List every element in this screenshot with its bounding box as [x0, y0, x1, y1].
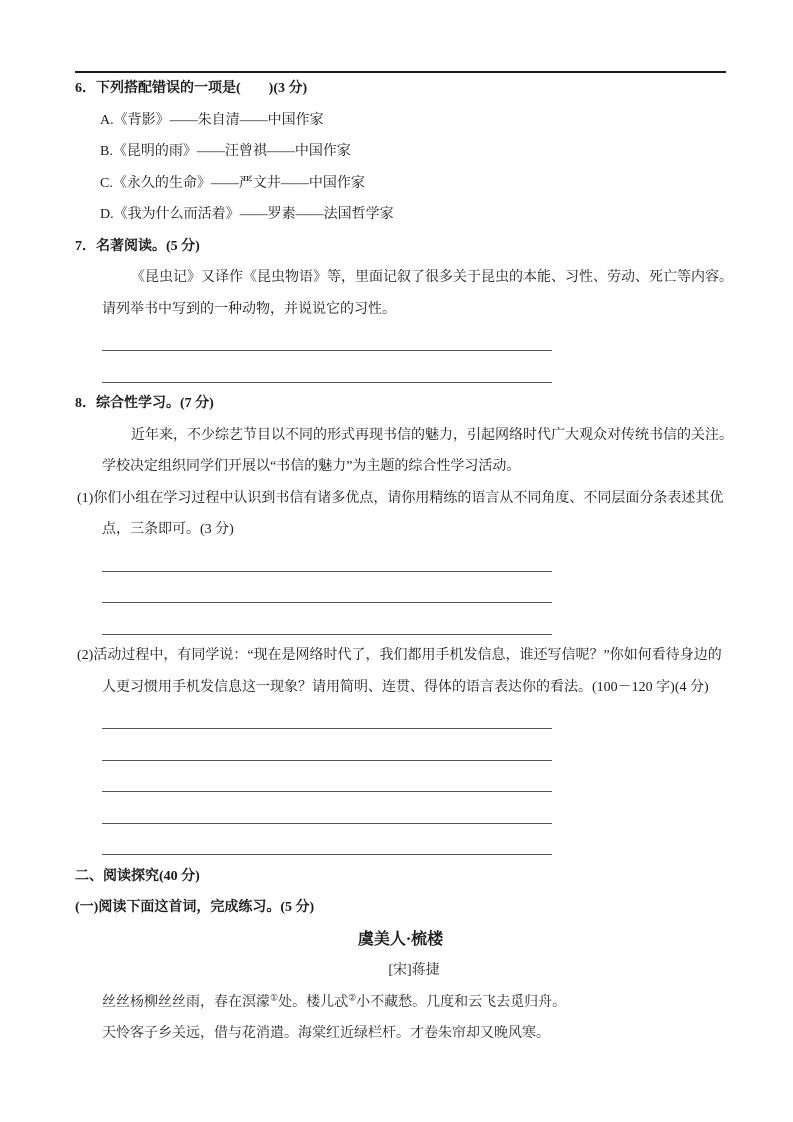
question-7-heading: 7．名著阅读。(5 分) — [75, 238, 200, 254]
question-8-intro-line-2: 学校决定组织同学们开展以“书信的魅力”为主题的综合性学习活动。 — [102, 459, 521, 474]
answer-underline — [102, 350, 552, 351]
section-2-part-1-heading: (一)阅读下面这首词，完成练习。(5 分) — [75, 900, 315, 915]
answer-underline — [102, 791, 552, 792]
question-6-option-d: D.《我为什么而活着》——罗素——法国哲学家 — [100, 207, 394, 222]
question-8-heading: 8．综合性学习。(7 分) — [75, 396, 214, 411]
answer-underline — [102, 854, 552, 855]
question-8-part-2-line-2: 人更习惯用手机发信息这一现象？请用简明、连贯、得体的语言表达你的看法。(100－120 字)(4 分) — [102, 679, 709, 695]
poem-line-2: 天怜客子乡关远，借与花消遣。海棠红近绿栏杆。才卷朱帘却又晚风寒。 — [102, 1026, 550, 1041]
question-6-option-a: A.《背影》——朱自清——中国作家 — [100, 112, 324, 128]
question-8-intro-line-1: 近年来，不少综艺节目以不同的形式再现书信的魅力，引起网络时代广大观众对传统书信的关注。 — [131, 427, 733, 443]
answer-line — [75, 609, 726, 641]
answer-underline — [102, 634, 552, 635]
poem-line-1-text: 处。楼儿忒 — [278, 994, 349, 1010]
answer-underline — [102, 382, 552, 383]
poem-line-1 — [75, 987, 726, 1019]
question-7-passage-line-1: 《昆虫记》又译作《昆虫物语》等，里面记叙了很多关于昆虫的本能、习性、劳动、死亡等内容。 — [131, 270, 733, 285]
question-6-heading: 6．下列搭配错误的一项是( )(3 分) — [75, 81, 308, 96]
answer-line — [75, 577, 726, 609]
question-6-option-b: B.《昆明的雨》——汪曾祺——中国作家 — [100, 144, 351, 159]
answer-underline — [102, 571, 552, 572]
answer-line — [75, 325, 726, 357]
answer-line — [75, 829, 726, 861]
question-7-passage-line-2: 请列举书中写到的一种动物，并说说它的习性。 — [102, 301, 396, 317]
answer-line — [75, 546, 726, 578]
poem-line-1-text: 小不藏愁。几度和云飞去觅归舟。 — [356, 994, 567, 1010]
question-8-part-1-line-2: 点，三条即可。(3 分) — [102, 522, 234, 537]
answer-line — [75, 798, 726, 830]
answer-line — [75, 735, 726, 767]
section-2-heading: 二、阅读探究(40 分) — [75, 868, 200, 884]
poem-line-1-text: 丝丝杨柳丝丝雨，春在溟濛 — [102, 994, 270, 1010]
question-8-part-1-line-1: (1)你们小组在学习过程中认识到书信有诸多优点，请你用精练的语言从不同角度、不同层面分条表述其优 — [77, 490, 724, 506]
question-8-part-2-line-1: (2)活动过程中，有同学说：“现在是网络时代了，我们都用手机发信息，谁还写信呢？”你如何看待身边的 — [77, 648, 722, 663]
poem-note-ref-2: ② — [348, 991, 357, 1002]
answer-line — [75, 357, 726, 389]
answer-underline — [102, 602, 552, 603]
poem-note-ref-1: ① — [270, 991, 279, 1002]
poem-author: [宋]蒋捷 — [388, 963, 440, 978]
question-6-option-c: C.《永久的生命》——严文井——中国作家 — [100, 175, 365, 191]
answer-line — [75, 703, 726, 735]
answer-line — [75, 766, 726, 798]
poem-title: 虞美人·梳楼 — [357, 930, 444, 948]
answer-underline — [102, 823, 552, 824]
answer-underline — [102, 728, 552, 729]
answer-underline — [102, 760, 552, 761]
